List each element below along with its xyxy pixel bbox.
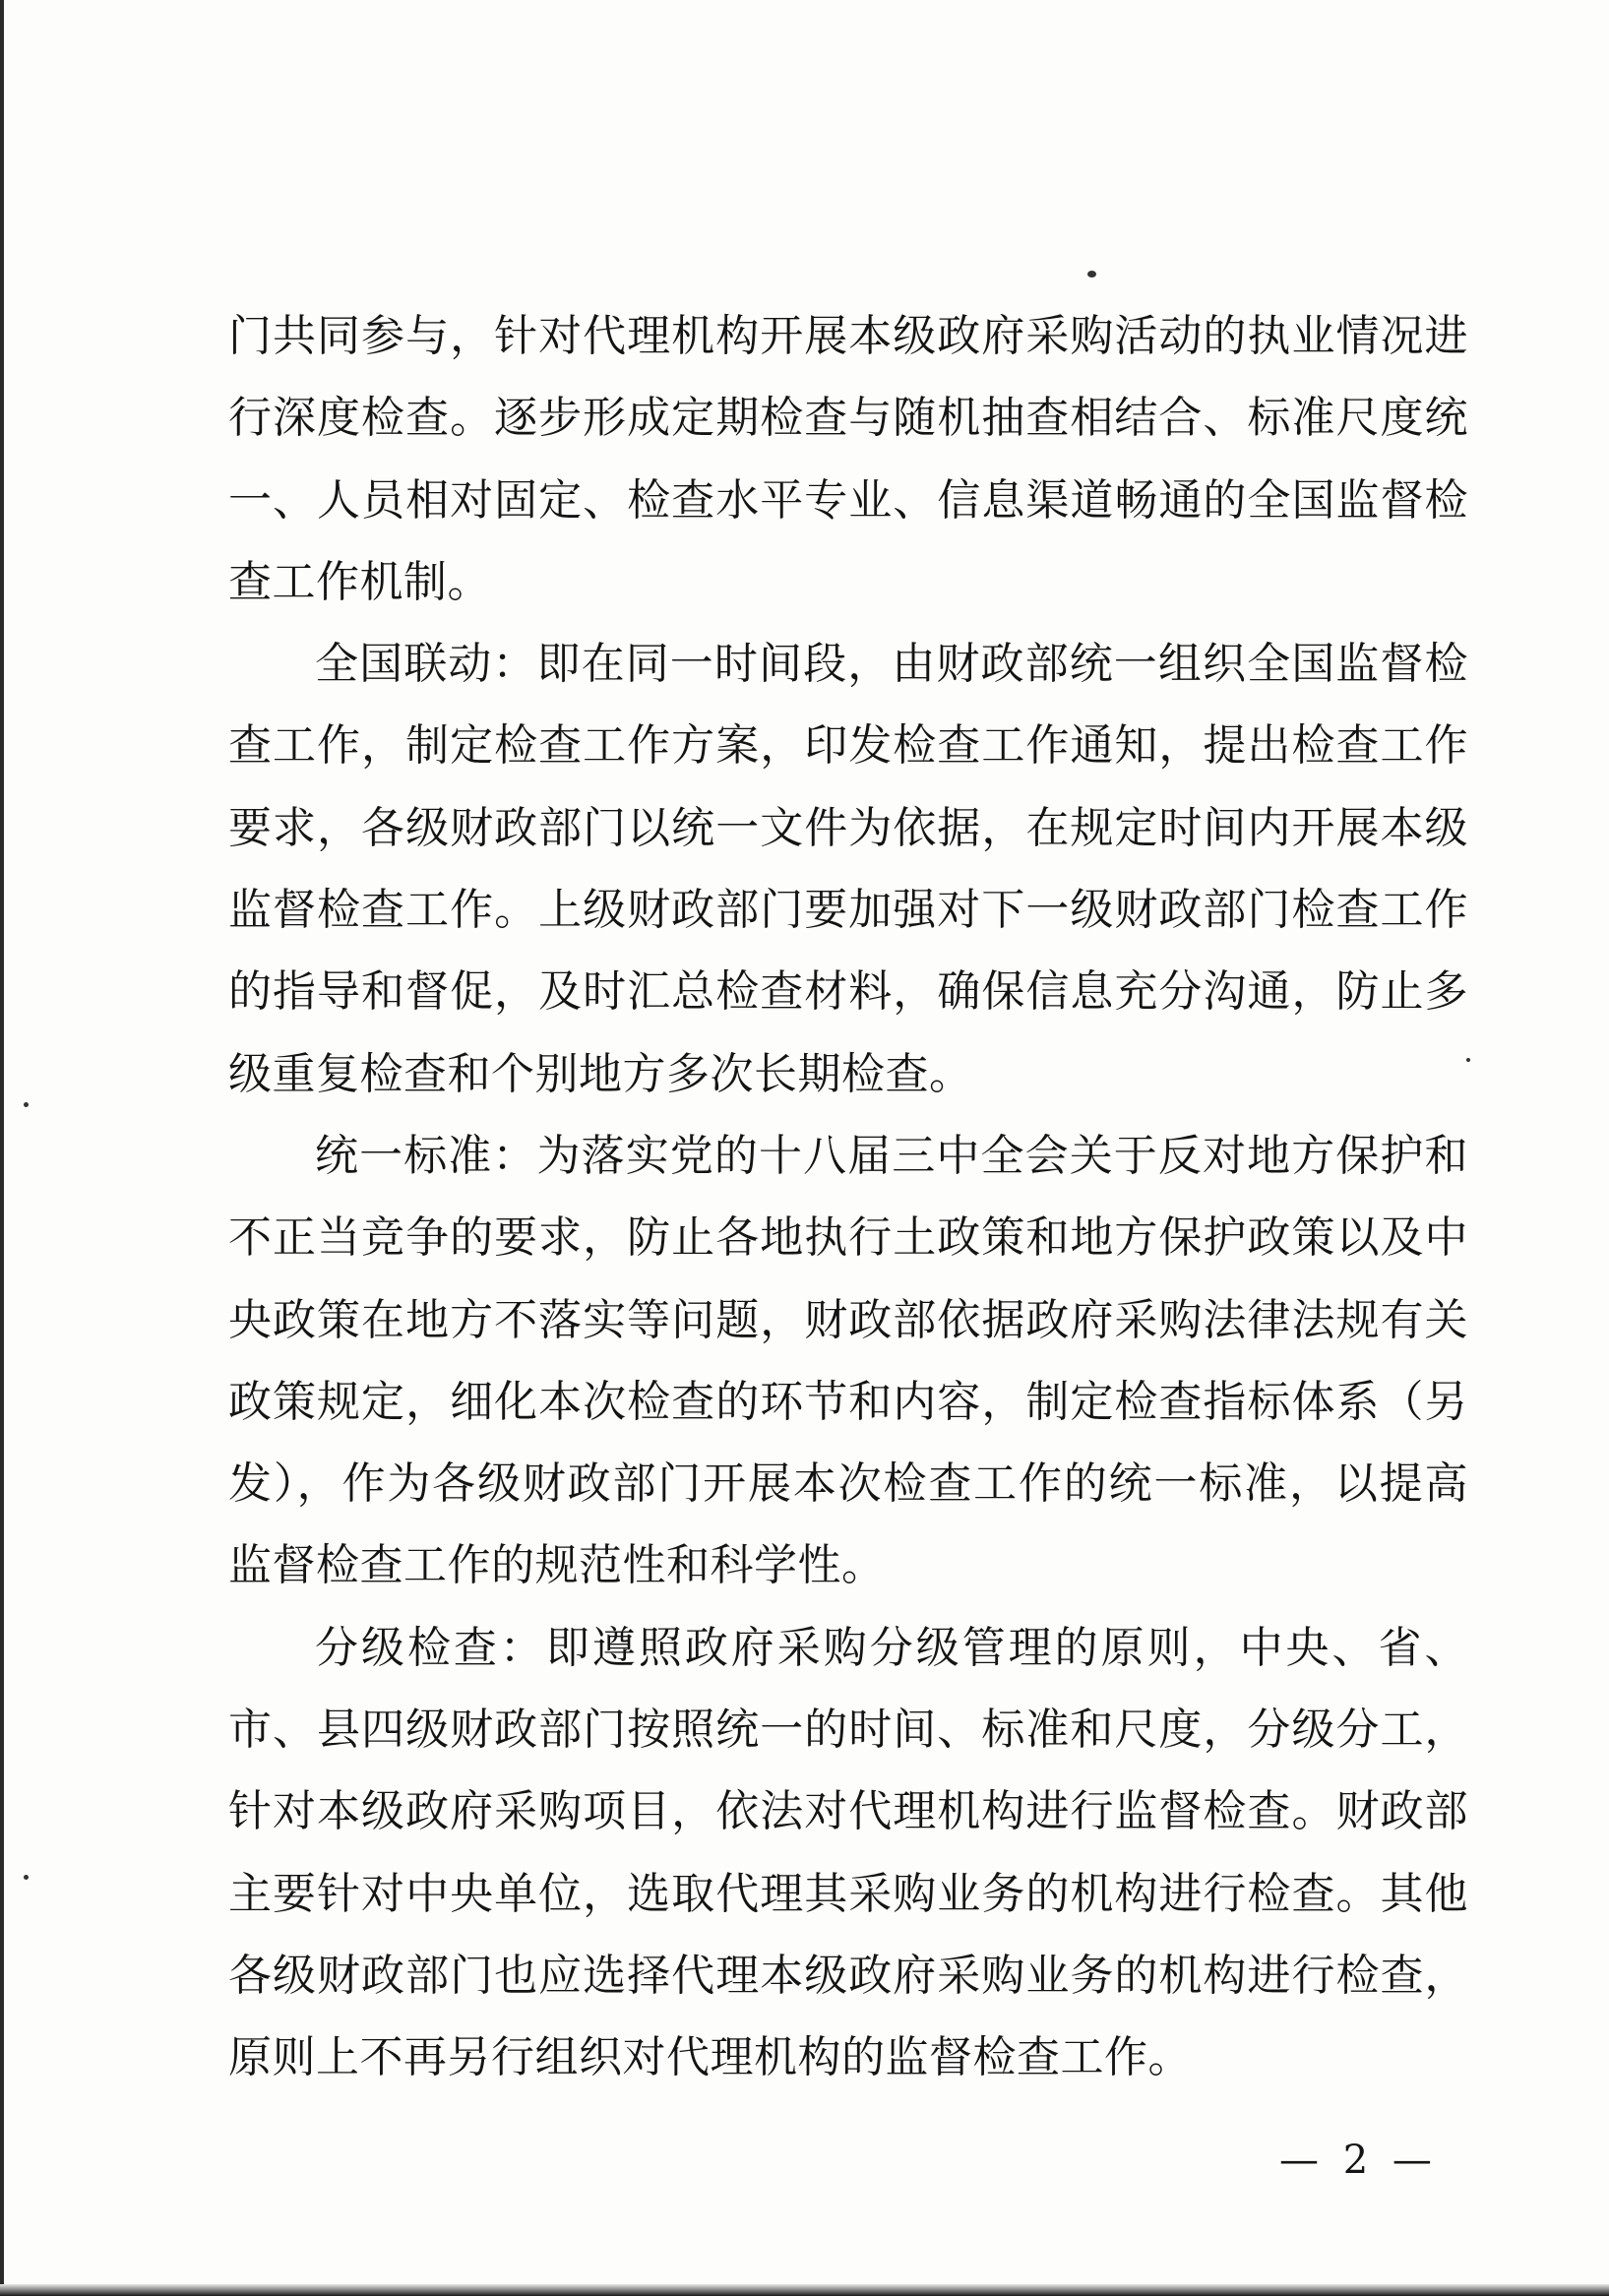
paragraph-continuation: 门共同参与，针对代理机构开展本级政府采购活动的执业情况进行深度检查。逐步形成定期检查与随机抽查相结合、标准尺度统一、人员相对固定、检查水平专业、信息渠道畅通的全国监督检查工作机制。 [228, 311, 1468, 607]
scan-speck [24, 1102, 29, 1107]
scan-edge-left [0, 0, 4, 2296]
scan-edge-bottom [0, 2284, 1609, 2296]
paragraph-national-linkage: 全国联动：即在同一时间段，由财政部统一组织全国监督检查工作，制定检查工作方案，印发检查工作通知，提出检查工作要求，各级财政部门以统一文件为依据，在规定时间内开展本级监督检查工作。上级财政部门要加强对下一级财政部门检查工作的指导和督促，及时汇总检查材料，确保信息充分沟通，防止多级重复检查和个别地方多次长期检查。 [228, 639, 1468, 1099]
page-number: — 2 — [1279, 2138, 1438, 2183]
scan-speck [24, 1875, 29, 1880]
paragraph-tiered-inspection: 分级检查：即遵照政府采购分级管理的原则，中央、省、市、县四级财政部门按照统一的时间、标准和尺度，分级分工，针对本级政府采购项目，依法对代理机构进行监督检查。财政部主要针对中央单位，选取代理其采购业务的机构进行检查。其他各级财政部门也应选择代理本级政府采购业务的机构进行检查，原则上不再另行组织对代理机构的监督检查工作。 [228, 1622, 1468, 2083]
document-body [228, 295, 1468, 2099]
scan-speck [1087, 271, 1096, 278]
paragraph-unified-standard: 统一标准：为落实党的十八届三中全会关于反对地方保护和不正当竞争的要求，防止各地执行土政策和地方保护政策以及中央政策在地方不落实等问题，财政部依据政府采购法律法规有关政策规定，细化本次检查的环节和内容，制定检查指标体系（另发），作为各级财政部门开展本次检查工作的统一标准，以提高监督检查工作的规范性和科学性。 [228, 1130, 1468, 1591]
